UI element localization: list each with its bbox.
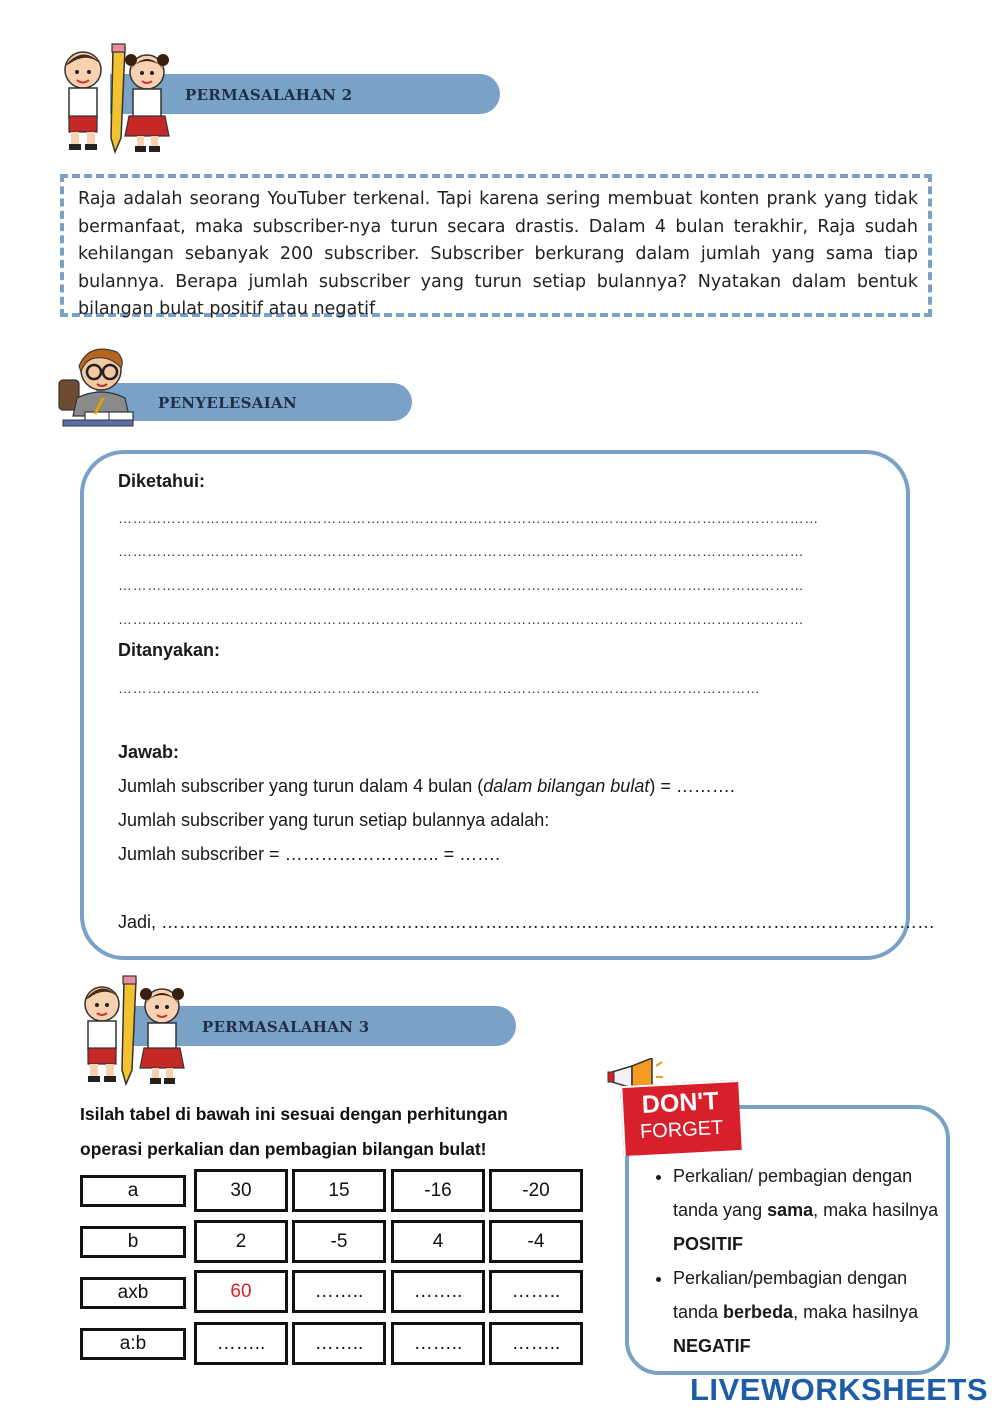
kids-pencil-illustration (76, 974, 196, 1086)
row-label-b: b (80, 1226, 186, 1258)
reminder-item-1-text: Perkalian/ pembagian dengan tanda yang (673, 1166, 913, 1220)
reminder-item-2-text: Perkalian/pembagian dengan tanda (673, 1268, 908, 1322)
reminder-item-2-result: NEGATIF (673, 1336, 751, 1356)
section-title-penyelesaian: PENYELESAIAN (158, 394, 297, 412)
kids-pencil-illustration (55, 42, 175, 154)
answer-line-1-text-a: Jumlah subscriber yang turun dalam 4 bulan ( (118, 776, 484, 796)
known-answer-line-3[interactable]: …………………………………………………………………………………………………………………………… (118, 577, 805, 593)
student-studying-illustration (55, 342, 140, 428)
badge-line-2: FORGET (639, 1116, 724, 1144)
asked-label: Ditanyakan: (118, 640, 221, 660)
dont-forget-badge (620, 1080, 742, 1156)
cell-b-1: 2 (194, 1220, 288, 1263)
cell-b-4: -4 (489, 1220, 583, 1263)
reminder-item-1-text-b: , maka hasilnya (813, 1200, 939, 1220)
reminder-item-2 (673, 1261, 943, 1363)
cell-a-3: -16 (391, 1169, 485, 1212)
badge-line-1: DON'T (641, 1087, 720, 1120)
asked-answer-line[interactable]: …………………………………………………………………………………………………………………… (118, 680, 761, 696)
answer-label: Jawab: (118, 742, 180, 762)
problem-2-box (60, 174, 932, 317)
cell-b-2: -5 (292, 1220, 386, 1263)
answer-line-2: Jumlah subscriber yang turun setiap bulannya adalah: (118, 810, 550, 830)
answer-line-1 (118, 776, 735, 797)
known-label: Diketahui: (118, 471, 206, 491)
row-label-adivb: a:b (80, 1328, 186, 1360)
problem-3-instruction-line-1: Isilah tabel di bawah ini sesuai dengan perhitungan (80, 1104, 508, 1124)
solution-box (80, 450, 936, 960)
known-answer-line-1[interactable]: ……………………………………………………………………………………………………………………………… (118, 510, 819, 526)
section-title-permasalahan-2: PERMASALAHAN 2 (185, 86, 353, 104)
answer-line-1-italic: dalam bilangan bulat (483, 776, 650, 796)
cell-adivb-3[interactable]: …….. (391, 1322, 485, 1365)
cell-a-4: -20 (489, 1169, 583, 1212)
reminder-list (647, 1159, 943, 1363)
reminder-item-2-bold: berbeda (723, 1302, 794, 1322)
reminder-item-1-bold: sama (767, 1200, 814, 1220)
known-answer-line-2[interactable]: …………………………………………………………………………………………………………………………… (118, 543, 805, 559)
cell-a-2: 15 (292, 1169, 386, 1212)
section-title-permasalahan-3: PERMASALAHAN 3 (202, 1018, 370, 1036)
cell-axb-1: 60 (194, 1270, 288, 1313)
conclusion-line[interactable]: Jadi, ………………………………………………………………………………………………………………… (118, 912, 936, 932)
known-answer-line-4[interactable]: …………………………………………………………………………………………………………………………… (118, 611, 805, 627)
reminder-item-1 (673, 1159, 943, 1261)
cell-adivb-2[interactable]: …….. (292, 1322, 386, 1365)
reminder-item-1-result: POSITIF (673, 1234, 744, 1254)
row-label-a: a (80, 1175, 186, 1207)
cell-axb-2[interactable]: …….. (292, 1270, 386, 1313)
cell-axb-4[interactable]: …….. (489, 1270, 583, 1313)
answer-line-1-blank[interactable]: ) = ………. (649, 776, 735, 796)
row-label-axb: axb (80, 1277, 186, 1309)
problem-3-instruction-line-2: operasi perkalian dan pembagian bilangan bulat! (80, 1139, 487, 1159)
cell-a-1: 30 (194, 1169, 288, 1212)
cell-axb-3[interactable]: …….. (391, 1270, 485, 1313)
liveworksheets-logo: LIVEWORKSHEETS (690, 1372, 989, 1407)
cell-adivb-4[interactable]: …….. (489, 1322, 583, 1365)
reminder-item-2-text-b: , maka hasilnya (793, 1302, 919, 1322)
cell-adivb-1[interactable]: …….. (194, 1322, 288, 1365)
cell-b-3: 4 (391, 1220, 485, 1263)
problem-2-text: Raja adalah seorang YouTuber terkenal. Tapi karena sering membuat konten prank yang tidak bermanfaat, maka subscriber-nya turun secara drastis. Dalam 4 bulan terakhir, Raja sudah kehilangan sebanyak 200 subscriber. Subscriber berkurang dalam jumlah yang sama tiap bulannya. Berapa jumlah subscriber yang turun setiap bulannya? Nyatakan dalam bentuk bilangan bulat positif atau negatif (78, 189, 918, 319)
answer-line-3[interactable]: Jumlah subscriber = …………………….. = ……. (118, 844, 501, 864)
